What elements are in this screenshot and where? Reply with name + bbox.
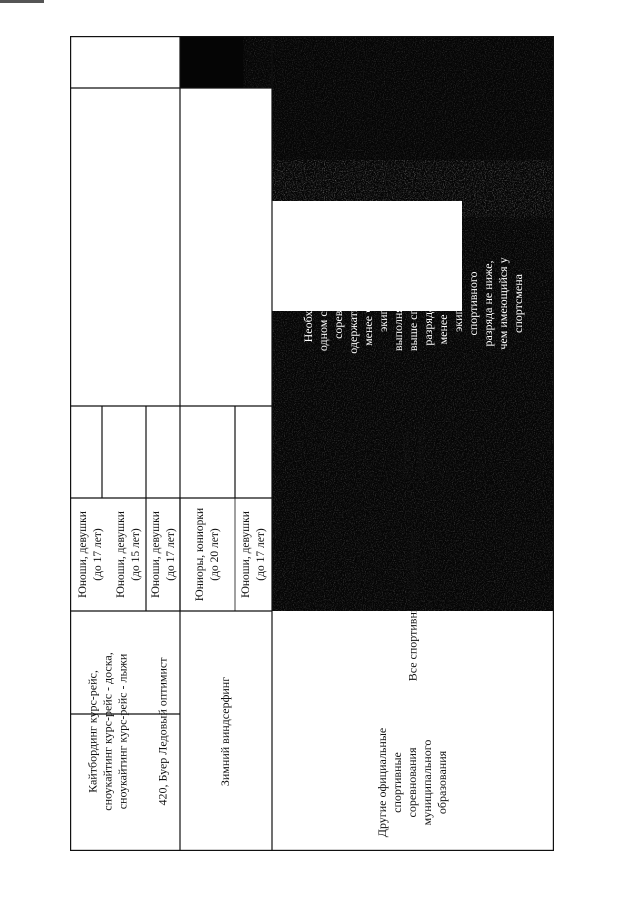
group-kite-1: Юноши, девушки (до 17 лет) (76, 511, 104, 598)
discipline-buer: 420, Буер Ледовый оптимист (155, 657, 170, 805)
discipline-cell-windsurf (180, 611, 272, 851)
group-cell-windsurf-2 (235, 498, 272, 611)
group-buer-1: Юноши, девушки (до 17 лет) (149, 511, 177, 598)
competition-cell-other (272, 714, 554, 851)
requirement-other: Необходимо на одном спортивном соревновании одержать победу не менее чем над 3 экипажами выполняемого или выше спортивного разряда, либо не менее чем над 6 экипажами спортивного разряда не ниже, чем имеющийся у спортсмена (300, 253, 525, 354)
group-other: Мужчины, женщины (398, 424, 427, 480)
group-windsurf-2: Юноши, девушки (до 17 лет) (240, 511, 267, 598)
discipline-cell-other (272, 498, 554, 714)
results-table (70, 36, 554, 851)
discipline-cell-buer (146, 611, 180, 851)
group-cell-kite-1 (70, 498, 110, 611)
discipline-kite: Кайтбординг курс-рейс, сноукайтинг курс-рейс - доска, сноукайтинг курс-рейс - лыжи (85, 651, 130, 811)
group-kite-2: Юноши, девушки (до 15 лет) (114, 511, 142, 598)
discipline-windsurf: Зимний виндсерфинг (218, 676, 233, 786)
scan-edge-mark (0, 0, 44, 3)
discipline-other: Все спортивные дисциплины (405, 531, 420, 681)
requirement-cell-other (272, 201, 554, 406)
discipline-cell-kite (70, 611, 146, 851)
competition-other: Другие официальные спортивные соревнования муниципального образования (375, 727, 450, 838)
group-cell-windsurf-1 (180, 498, 235, 611)
group-cell-kite-2 (108, 498, 148, 611)
group-cell-other (272, 406, 554, 498)
group-cell-buer (146, 498, 180, 611)
group-windsurf-1: Юниоры, юниорки (до 20 лет) (194, 507, 221, 602)
